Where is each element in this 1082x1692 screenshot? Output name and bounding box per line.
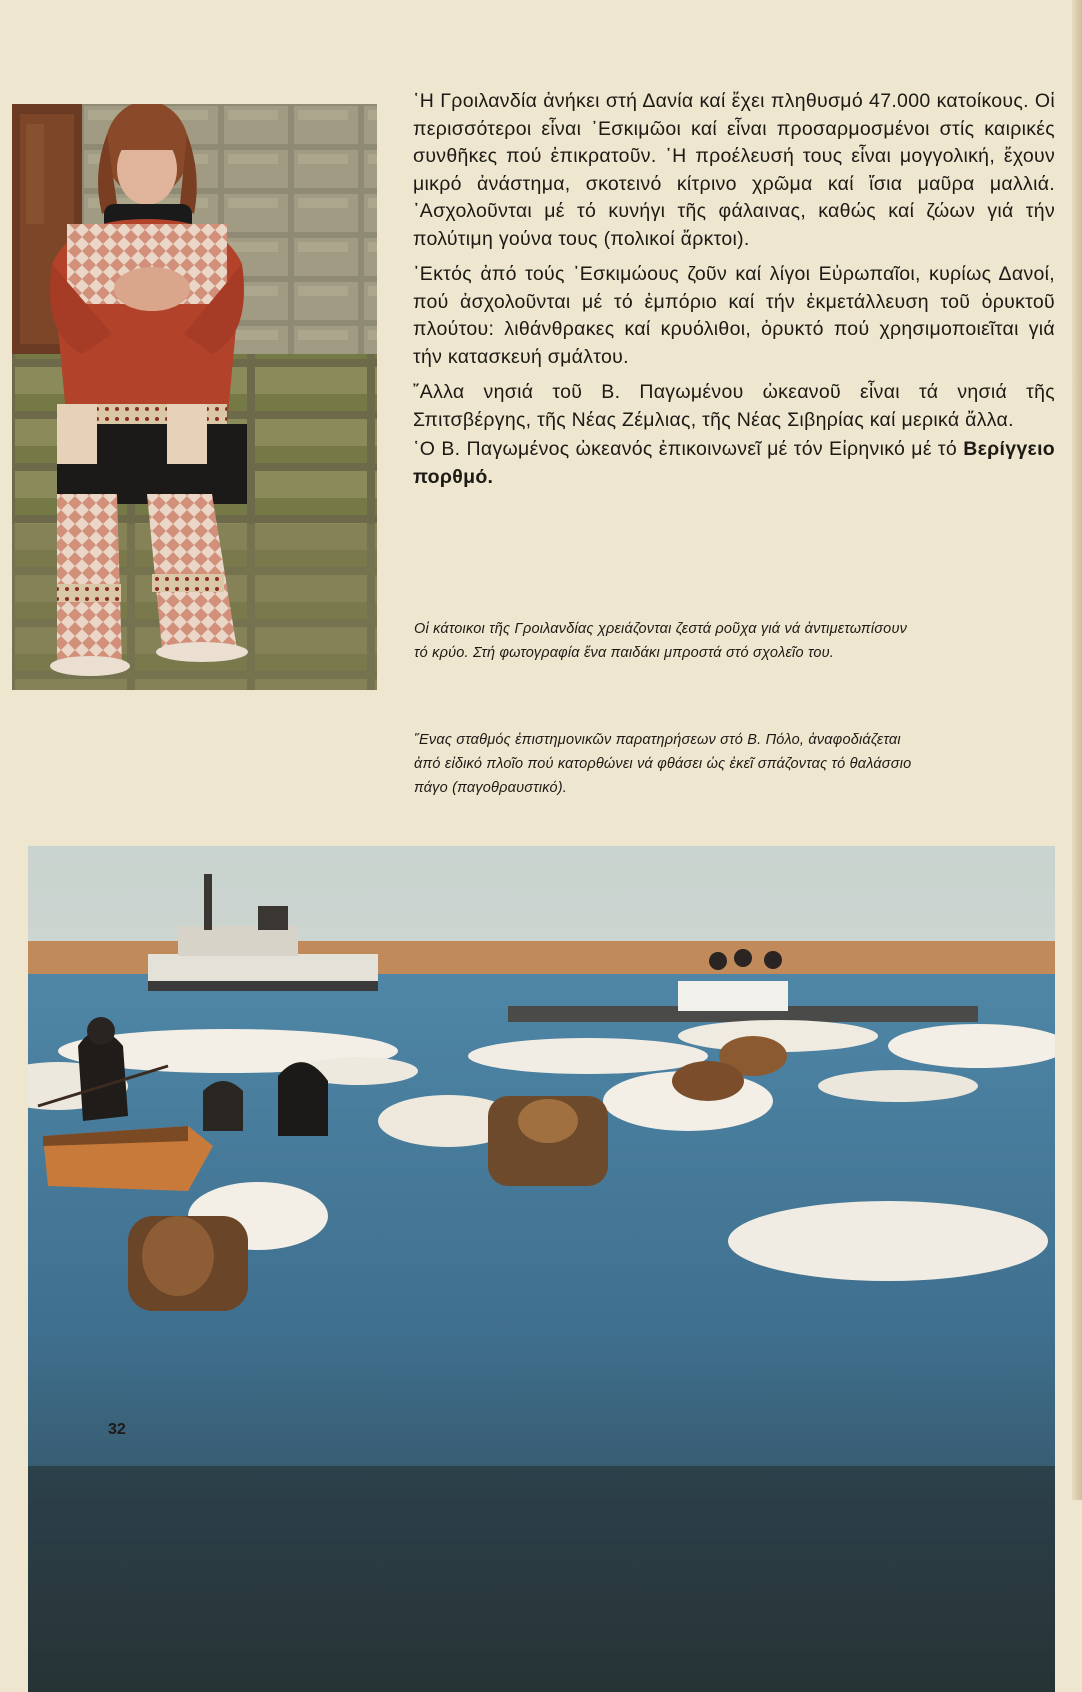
page-edge [1072,0,1082,1500]
paragraph-greenland: ῾Η Γροιλανδία ἀνήκει στή Δανία καί ἔχει πληθυσμό 47.000 κατοίκους. Οἱ περισσότεροι εἶναι ᾿Εσκιμῶοι καί εἶναι προσαρμοσμένοι στίς καιρικές συνθῆκες πού ἐπικρατοῦν. ῾Η προέλευσή τους εἶναι μογγολική, ἔχουν μικρό ἀνάστημα, σκοτεινό κίτρινο χρῶμα καί ἴσια μαῦρα μαλλιά. ᾿Ασχολοῦνται μέ τό κυνήγι τῆς φάλαινας, καθώς καί ζώων γιά τήν πολύτιμη γούνα τους (πολικοί ἄρκτοι). [413,90,1055,250]
bering-strait-term: Βερίγγειο πορθμό. [413,438,1056,488]
child-photo [12,104,377,690]
paragraph-islands: ῎Αλλα νησιά τοῦ Β. Παγωμένου ὠκεανοῦ εἶναι τά νησιά τῆς Σπιτσβέργης, τῆς Νέας Ζέμλιας, τῆς Νέας Σιβηρίας καί μερικά ἄλλα. [413,381,1055,431]
icebreaker-photo-illustration [28,846,1055,1692]
paragraph-europeans: ᾿Εκτός ἀπό τούς ᾿Εσκιμώους ζοῦν καί λίγοι Εὐρωπαῖοι, κυρίως Δανοί, πού ἀσχολοῦνται μέ τό ἐμπόριο καί τήν ἐκμετάλλευση τοῦ ὀρυκτοῦ πλούτου: λιθάνθρακες καί κρυόλιθοι, ὀρυκτό πού χρησιμοποιεῖται γιά τήν κατασκευή σμάλτου. [413,263,1055,368]
paragraph-bering [413,436,1055,491]
article-text [413,88,1055,493]
child-photo-illustration [12,104,377,690]
icebreaker-photo [28,846,1055,1692]
ice-photo-caption: ῞Ενας σταθμός ἐπιστημονικῶν παρατηρήσεων στό Β. Πόλο, ἀναφοδιάζεται ἀπό εἰδικό πλοῖο πού κατορθώνει νά φθάσει ὡς ἐκεῖ σπάζοντας τό θαλάσσιο πάγο (παγοθραυστικό). [414,732,912,796]
paragraph-bering-text: ῾Ο Β. Παγωμένος ὠκεανός ἐπικοινωνεῖ μέ τόν Εἰρηνικό μέ τό [413,438,958,460]
child-photo-caption: Οἱ κάτοικοι τῆς Γροιλανδίας χρειάζονται ζεστά ροῦχα γιά νά ἀντιμετωπίσουν τό κρύο. Στή φωτογραφία ἕνα παιδάκι μπροστά στό σχολεῖο του. [414,621,908,661]
page-number: 32 [108,1421,126,1438]
